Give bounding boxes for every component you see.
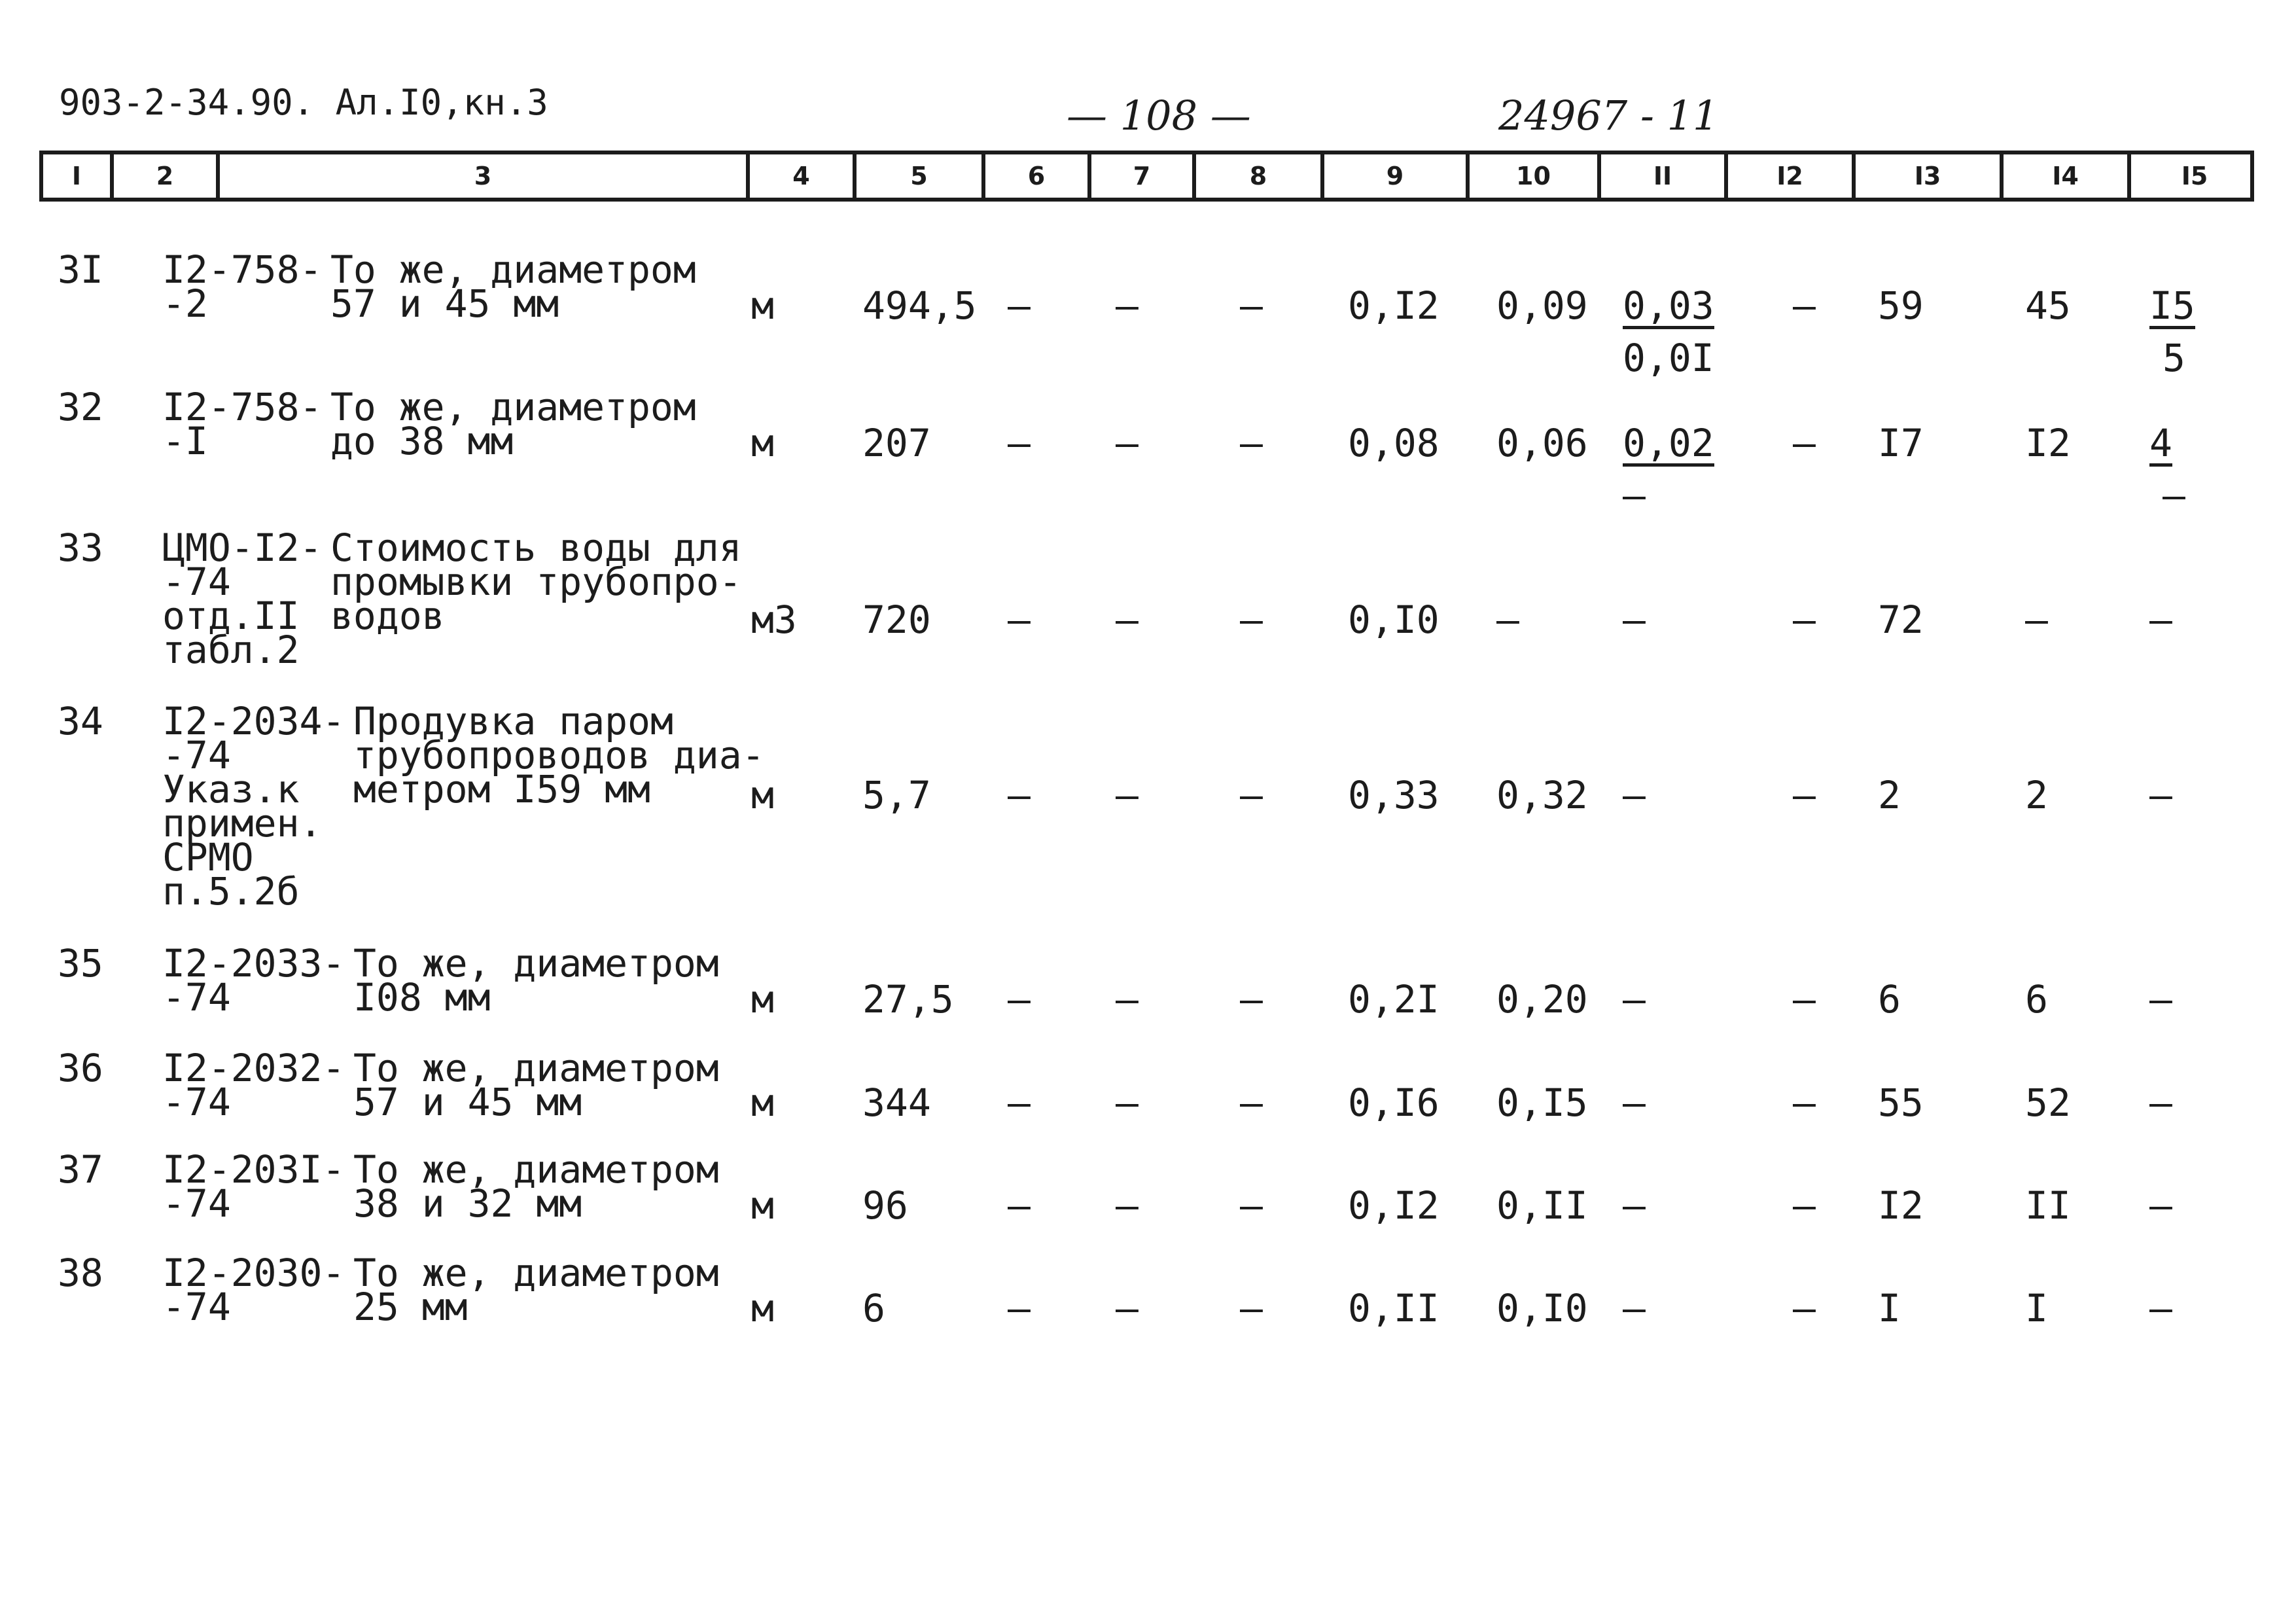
page-number: — 108 — <box>1067 92 1251 139</box>
value-c7: – <box>1116 283 1139 328</box>
description-line: 25 мм <box>353 1285 468 1329</box>
description-line: Продувка паром <box>353 699 673 743</box>
description-line: То же, диаметром <box>330 247 696 292</box>
value-c9: 0,08 <box>1348 421 1439 465</box>
quantity-cell: 494,5 <box>862 283 977 328</box>
row-number: 38 <box>58 1251 103 1295</box>
description-line: 57 и 45 мм <box>353 1080 582 1124</box>
unit-cell: м <box>751 421 774 465</box>
value-c9: 0,I2 <box>1348 283 1439 328</box>
column-header-1: I <box>43 154 114 198</box>
value-c7: – <box>1116 1183 1139 1228</box>
column-header-6: 6 <box>985 154 1091 198</box>
row-number: 36 <box>58 1046 103 1090</box>
value-c6: – <box>1008 283 1031 328</box>
rate-code-line: примен. <box>162 801 323 846</box>
quantity-cell: 27,5 <box>862 977 954 1022</box>
value-c11: – <box>1623 773 1646 817</box>
value-c8: – <box>1240 283 1263 328</box>
description-line: промывки трубопро- <box>330 560 742 604</box>
value-c11: 0,02 <box>1623 421 1714 465</box>
value-c11-lower: 0,0I <box>1623 336 1714 380</box>
rate-code-line: I2-758- <box>162 247 323 292</box>
rate-code-line: ЦМО-I2- <box>162 526 323 570</box>
value-c14: I <box>2025 1286 2048 1330</box>
value-c7: – <box>1116 1080 1139 1125</box>
value-c14: 6 <box>2025 977 2048 1022</box>
value-c10: 0,06 <box>1496 421 1588 465</box>
unit-cell: м3 <box>751 597 797 642</box>
value-c10: – <box>1496 597 1519 642</box>
value-c15: 4 <box>2149 421 2172 465</box>
unit-cell: м <box>751 1286 774 1330</box>
value-c11-lower: – <box>1623 473 1646 518</box>
value-c8: – <box>1240 597 1263 642</box>
value-c10: 0,II <box>1496 1183 1588 1228</box>
value-c15-lower: – <box>2163 473 2185 518</box>
description-line: То же, диаметром <box>330 385 696 429</box>
value-c15: I5 <box>2149 283 2195 328</box>
row-number: 37 <box>58 1147 103 1192</box>
column-header-15: I5 <box>2181 162 2208 190</box>
description-line: То же, диаметром <box>353 1147 719 1192</box>
rate-code-line: I2-2032- <box>162 1046 345 1090</box>
value-c11: – <box>1623 1183 1646 1228</box>
value-c6: – <box>1008 1080 1031 1125</box>
value-c11: – <box>1623 977 1646 1022</box>
value-c6: – <box>1008 421 1031 465</box>
value-c14: II <box>2025 1183 2071 1228</box>
value-c7: – <box>1116 773 1139 817</box>
rate-code-line: отд.II <box>162 594 300 638</box>
value-c8: – <box>1240 1183 1263 1228</box>
quantity-cell: 207 <box>862 421 931 465</box>
row-number: 32 <box>58 385 103 429</box>
unit-cell: м <box>751 977 774 1022</box>
unit-cell: м <box>751 283 774 328</box>
value-c13: I <box>1878 1286 1901 1330</box>
row-number: 33 <box>58 526 103 570</box>
value-c6: – <box>1008 977 1031 1022</box>
value-c6: – <box>1008 773 1031 817</box>
value-c9: 0,I0 <box>1348 597 1439 642</box>
value-c11: – <box>1623 1080 1646 1125</box>
column-header-8: 8 <box>1196 154 1324 198</box>
value-c10: 0,I0 <box>1496 1286 1588 1330</box>
value-c11: – <box>1623 597 1646 642</box>
rate-code-line: -I <box>162 419 208 463</box>
value-c10: 0,20 <box>1496 977 1588 1022</box>
description-line: Стоимость воды для <box>330 526 742 570</box>
document-code: 903-2-34.90. Ал.I0,кн.3 <box>59 82 548 123</box>
value-c7: – <box>1116 977 1139 1022</box>
quantity-cell: 5,7 <box>862 773 931 817</box>
value-c9: 0,I2 <box>1348 1183 1439 1228</box>
value-c7: – <box>1116 597 1139 642</box>
value-c15: – <box>2149 773 2172 817</box>
value-c12: – <box>1793 977 1816 1022</box>
column-header-7: 7 <box>1091 154 1196 198</box>
rate-code-line: I2-758- <box>162 385 323 429</box>
value-c14: I2 <box>2025 421 2071 465</box>
column-header-row <box>39 151 2254 202</box>
value-c13: 59 <box>1878 283 1924 328</box>
value-c13: 72 <box>1878 597 1924 642</box>
rate-code-line: -74 <box>162 733 231 777</box>
rate-code-line: -74 <box>162 975 231 1020</box>
value-c13: I7 <box>1878 421 1924 465</box>
rate-code-line: СРМО <box>162 835 254 880</box>
value-c7: – <box>1116 421 1139 465</box>
quantity-cell: 344 <box>862 1080 931 1125</box>
rate-code-line: -2 <box>162 281 208 326</box>
column-header-10: 10 <box>1470 154 1601 198</box>
value-c12: – <box>1793 421 1816 465</box>
column-header-12: I2 <box>1728 154 1856 198</box>
column-header-5: 5 <box>857 154 985 198</box>
unit-cell: м <box>751 1080 774 1125</box>
rate-code-line: -74 <box>162 1080 231 1124</box>
column-header-9: 9 <box>1324 154 1470 198</box>
quantity-cell: 6 <box>862 1286 885 1330</box>
value-c9: 0,33 <box>1348 773 1439 817</box>
row-number: 34 <box>58 699 103 743</box>
description-line: I08 мм <box>353 975 491 1020</box>
row-number: 35 <box>58 941 103 986</box>
rate-code-line: -74 <box>162 1285 231 1329</box>
value-c10: 0,32 <box>1496 773 1588 817</box>
value-c11: – <box>1623 1286 1646 1330</box>
quantity-cell: 96 <box>862 1183 908 1228</box>
value-c8: – <box>1240 773 1263 817</box>
value-c12: – <box>1793 773 1816 817</box>
rate-code-line: I2-2030- <box>162 1251 345 1295</box>
column-header-14: I4 <box>2004 154 2131 198</box>
column-header-4: 4 <box>750 154 857 198</box>
value-c10: 0,09 <box>1496 283 1588 328</box>
value-c13: 2 <box>1878 773 1901 817</box>
value-c9: 0,I6 <box>1348 1080 1439 1125</box>
description-line: метром I59 мм <box>353 767 650 812</box>
value-c7: – <box>1116 1286 1139 1330</box>
value-c14: 52 <box>2025 1080 2071 1125</box>
quantity-cell: 720 <box>862 597 931 642</box>
value-c12: – <box>1793 1080 1816 1125</box>
value-c15-lower: 5 <box>2163 336 2185 380</box>
value-c8: – <box>1240 1286 1263 1330</box>
value-c8: – <box>1240 1080 1263 1125</box>
value-c6: – <box>1008 597 1031 642</box>
archive-number: 24967 - 11 <box>1498 92 1719 139</box>
row-number: 3I <box>58 247 103 292</box>
column-header-11: II <box>1601 154 1728 198</box>
value-c12: – <box>1793 597 1816 642</box>
value-c15: – <box>2149 1183 2172 1228</box>
value-c9: 0,II <box>1348 1286 1439 1330</box>
value-c15: – <box>2149 597 2172 642</box>
value-c15: – <box>2149 977 2172 1022</box>
rate-code-line: -74 <box>162 560 231 604</box>
rate-code-line: I2-2034- <box>162 699 345 743</box>
description-line: То же, диаметром <box>353 941 719 986</box>
value-c14: – <box>2025 597 2048 642</box>
description-line: То же, диаметром <box>353 1251 719 1295</box>
value-c14: 2 <box>2025 773 2048 817</box>
value-c9: 0,2I <box>1348 977 1439 1022</box>
unit-cell: м <box>751 773 774 817</box>
value-c13: 6 <box>1878 977 1901 1022</box>
unit-cell: м <box>751 1183 774 1228</box>
column-header-3: 3 <box>220 154 750 198</box>
value-c12: – <box>1793 283 1816 328</box>
value-c13: 55 <box>1878 1080 1924 1125</box>
description-line: 38 и 32 мм <box>353 1181 582 1226</box>
rate-code-line: Указ.к <box>162 767 300 812</box>
rate-code-line: табл.2 <box>162 628 300 672</box>
rate-code-line: -74 <box>162 1181 231 1226</box>
value-c12: – <box>1793 1183 1816 1228</box>
description-line: То же, диаметром <box>353 1046 719 1090</box>
description-line: водов <box>330 594 445 638</box>
value-c11: 0,03 <box>1623 283 1714 328</box>
rate-code-line: I2-2033- <box>162 941 345 986</box>
value-c8: – <box>1240 421 1263 465</box>
value-c8: – <box>1240 977 1263 1022</box>
value-c6: – <box>1008 1183 1031 1228</box>
value-c10: 0,I5 <box>1496 1080 1588 1125</box>
value-c12: – <box>1793 1286 1816 1330</box>
value-c6: – <box>1008 1286 1031 1330</box>
value-c15: – <box>2149 1286 2172 1330</box>
description-line: до 38 мм <box>330 419 514 463</box>
value-c15: – <box>2149 1080 2172 1125</box>
value-c13: I2 <box>1878 1183 1924 1228</box>
column-header-13: I3 <box>1856 154 2004 198</box>
description-line: 57 и 45 мм <box>330 281 559 326</box>
rate-code-line: I2-203I- <box>162 1147 345 1192</box>
column-header-2: 2 <box>114 154 220 198</box>
rate-code-line: п.5.2б <box>162 869 300 914</box>
value-c14: 45 <box>2025 283 2071 328</box>
description-line: трубопроводов диа- <box>353 733 765 777</box>
